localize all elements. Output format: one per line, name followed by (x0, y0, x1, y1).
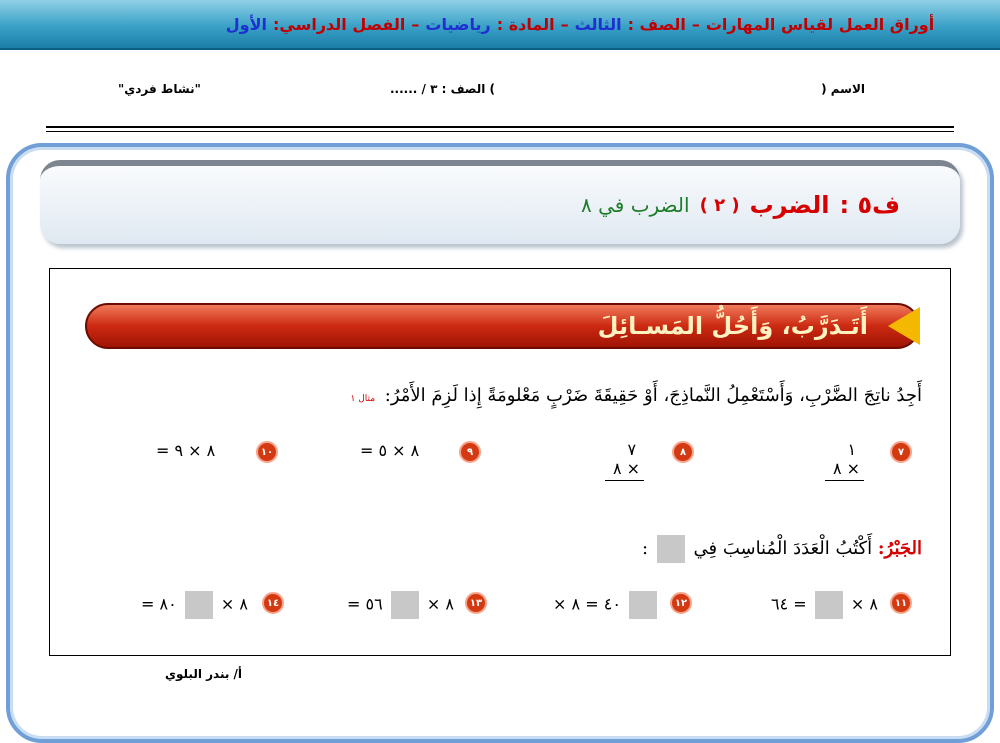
exercise-number-badge: ١٠ (256, 441, 278, 463)
algebra-label: الجَبْرُ: (877, 538, 922, 559)
lesson-title: الضرب (749, 191, 830, 219)
stack-bottom: ٨ × (825, 459, 864, 481)
divider-line-thin (46, 131, 954, 132)
equation-right: ٨ × (220, 594, 248, 614)
header-sep3: – (411, 14, 420, 34)
fill-in-equation (528, 591, 660, 619)
multiplication-expression: = ٨ × ٩ (156, 441, 216, 460)
answer-box[interactable] (815, 591, 843, 619)
instruction-text (351, 385, 923, 406)
author-name: أ/ بندر البلوي (165, 667, 243, 681)
stack-bottom: ٨ × (605, 459, 644, 481)
algebra-text: أَكْتُبُ الْعَدَدَ الْمُناسِبَ فِي (693, 538, 873, 559)
instruction-note: مثال ١ (350, 394, 376, 404)
algebra-colon: : (641, 538, 649, 559)
banner-arrow-icon (888, 307, 920, 345)
algebra-instruction (642, 535, 922, 563)
exercise-number-badge: ١٢ (670, 592, 692, 614)
exercise-number-badge: ٧ (890, 441, 912, 463)
activity-label: "نشاط فردي" (118, 82, 201, 96)
equation-left: ٤٠ = ٨ × (553, 594, 621, 614)
header-term-value: الأول (225, 14, 268, 34)
lesson-subtitle: الضرب في ٨ (581, 193, 690, 217)
stack-top: ٧ (627, 440, 637, 459)
header-grade-label: الصف : (627, 14, 686, 34)
header-term-label: الفصل الدراسي: (273, 14, 406, 34)
vertical-multiplication (825, 440, 864, 481)
exercise-number-badge: ١٤ (262, 592, 284, 614)
exercise-number-badge: ٩ (459, 441, 481, 463)
fill-in-equation (728, 591, 878, 619)
exercise-number-badge: ١١ (890, 592, 912, 614)
fill-in-equation (318, 591, 454, 619)
practice-banner (85, 303, 920, 349)
divider-line (46, 126, 954, 128)
lesson-title-bar (40, 160, 960, 244)
lesson-code: ف٥ : (839, 191, 900, 219)
class-field-label: ) الصف : ٣ / ...... (390, 82, 495, 96)
instruction-body: أَجِدُ ناتِجَ الضَّرْبِ، وَأَسْتَعْمِلُ النَّماذِجَ، أَوْ حَقِيقَةَ ضَرْبٍ مَعْلومَةً إِذا لَزِمَ الأَمْرُ: (384, 385, 922, 406)
header-subject-label: المادة : (496, 14, 555, 34)
header-sep1: – (691, 14, 700, 34)
equation-left: = ٦٤ (771, 594, 807, 614)
equation-right: ٨ × (850, 594, 878, 614)
practice-banner-text: أَتَـدَرَّبُ، وَأَحُلُّ المَسـائِلَ (597, 312, 868, 340)
vertical-multiplication (605, 440, 644, 481)
header-part1: أوراق العمل لقياس المهارات (705, 14, 935, 34)
header-subject-value: رياضيات (425, 14, 491, 34)
exercise-number-badge: ٨ (672, 441, 694, 463)
equation-right: ٨ × (426, 594, 454, 614)
equation-left: ٨٠ = (141, 594, 177, 614)
lesson-number: ( ٢ ) (699, 194, 740, 216)
header-bar (0, 0, 1000, 50)
equation-left: ٥٦ = (347, 594, 383, 614)
answer-box[interactable] (185, 591, 213, 619)
answer-box-icon (657, 535, 685, 563)
answer-box[interactable] (629, 591, 657, 619)
stack-top: ١ (847, 440, 857, 459)
multiplication-expression: = ٨ × ٥ (360, 441, 420, 460)
exercise-number-badge: ١٣ (465, 592, 487, 614)
header-sep2: – (560, 14, 569, 34)
fill-in-equation (108, 591, 248, 619)
name-field-label: الاسم ( (821, 82, 865, 96)
header-grade-value: الثالث (574, 14, 622, 34)
answer-box[interactable] (391, 591, 419, 619)
